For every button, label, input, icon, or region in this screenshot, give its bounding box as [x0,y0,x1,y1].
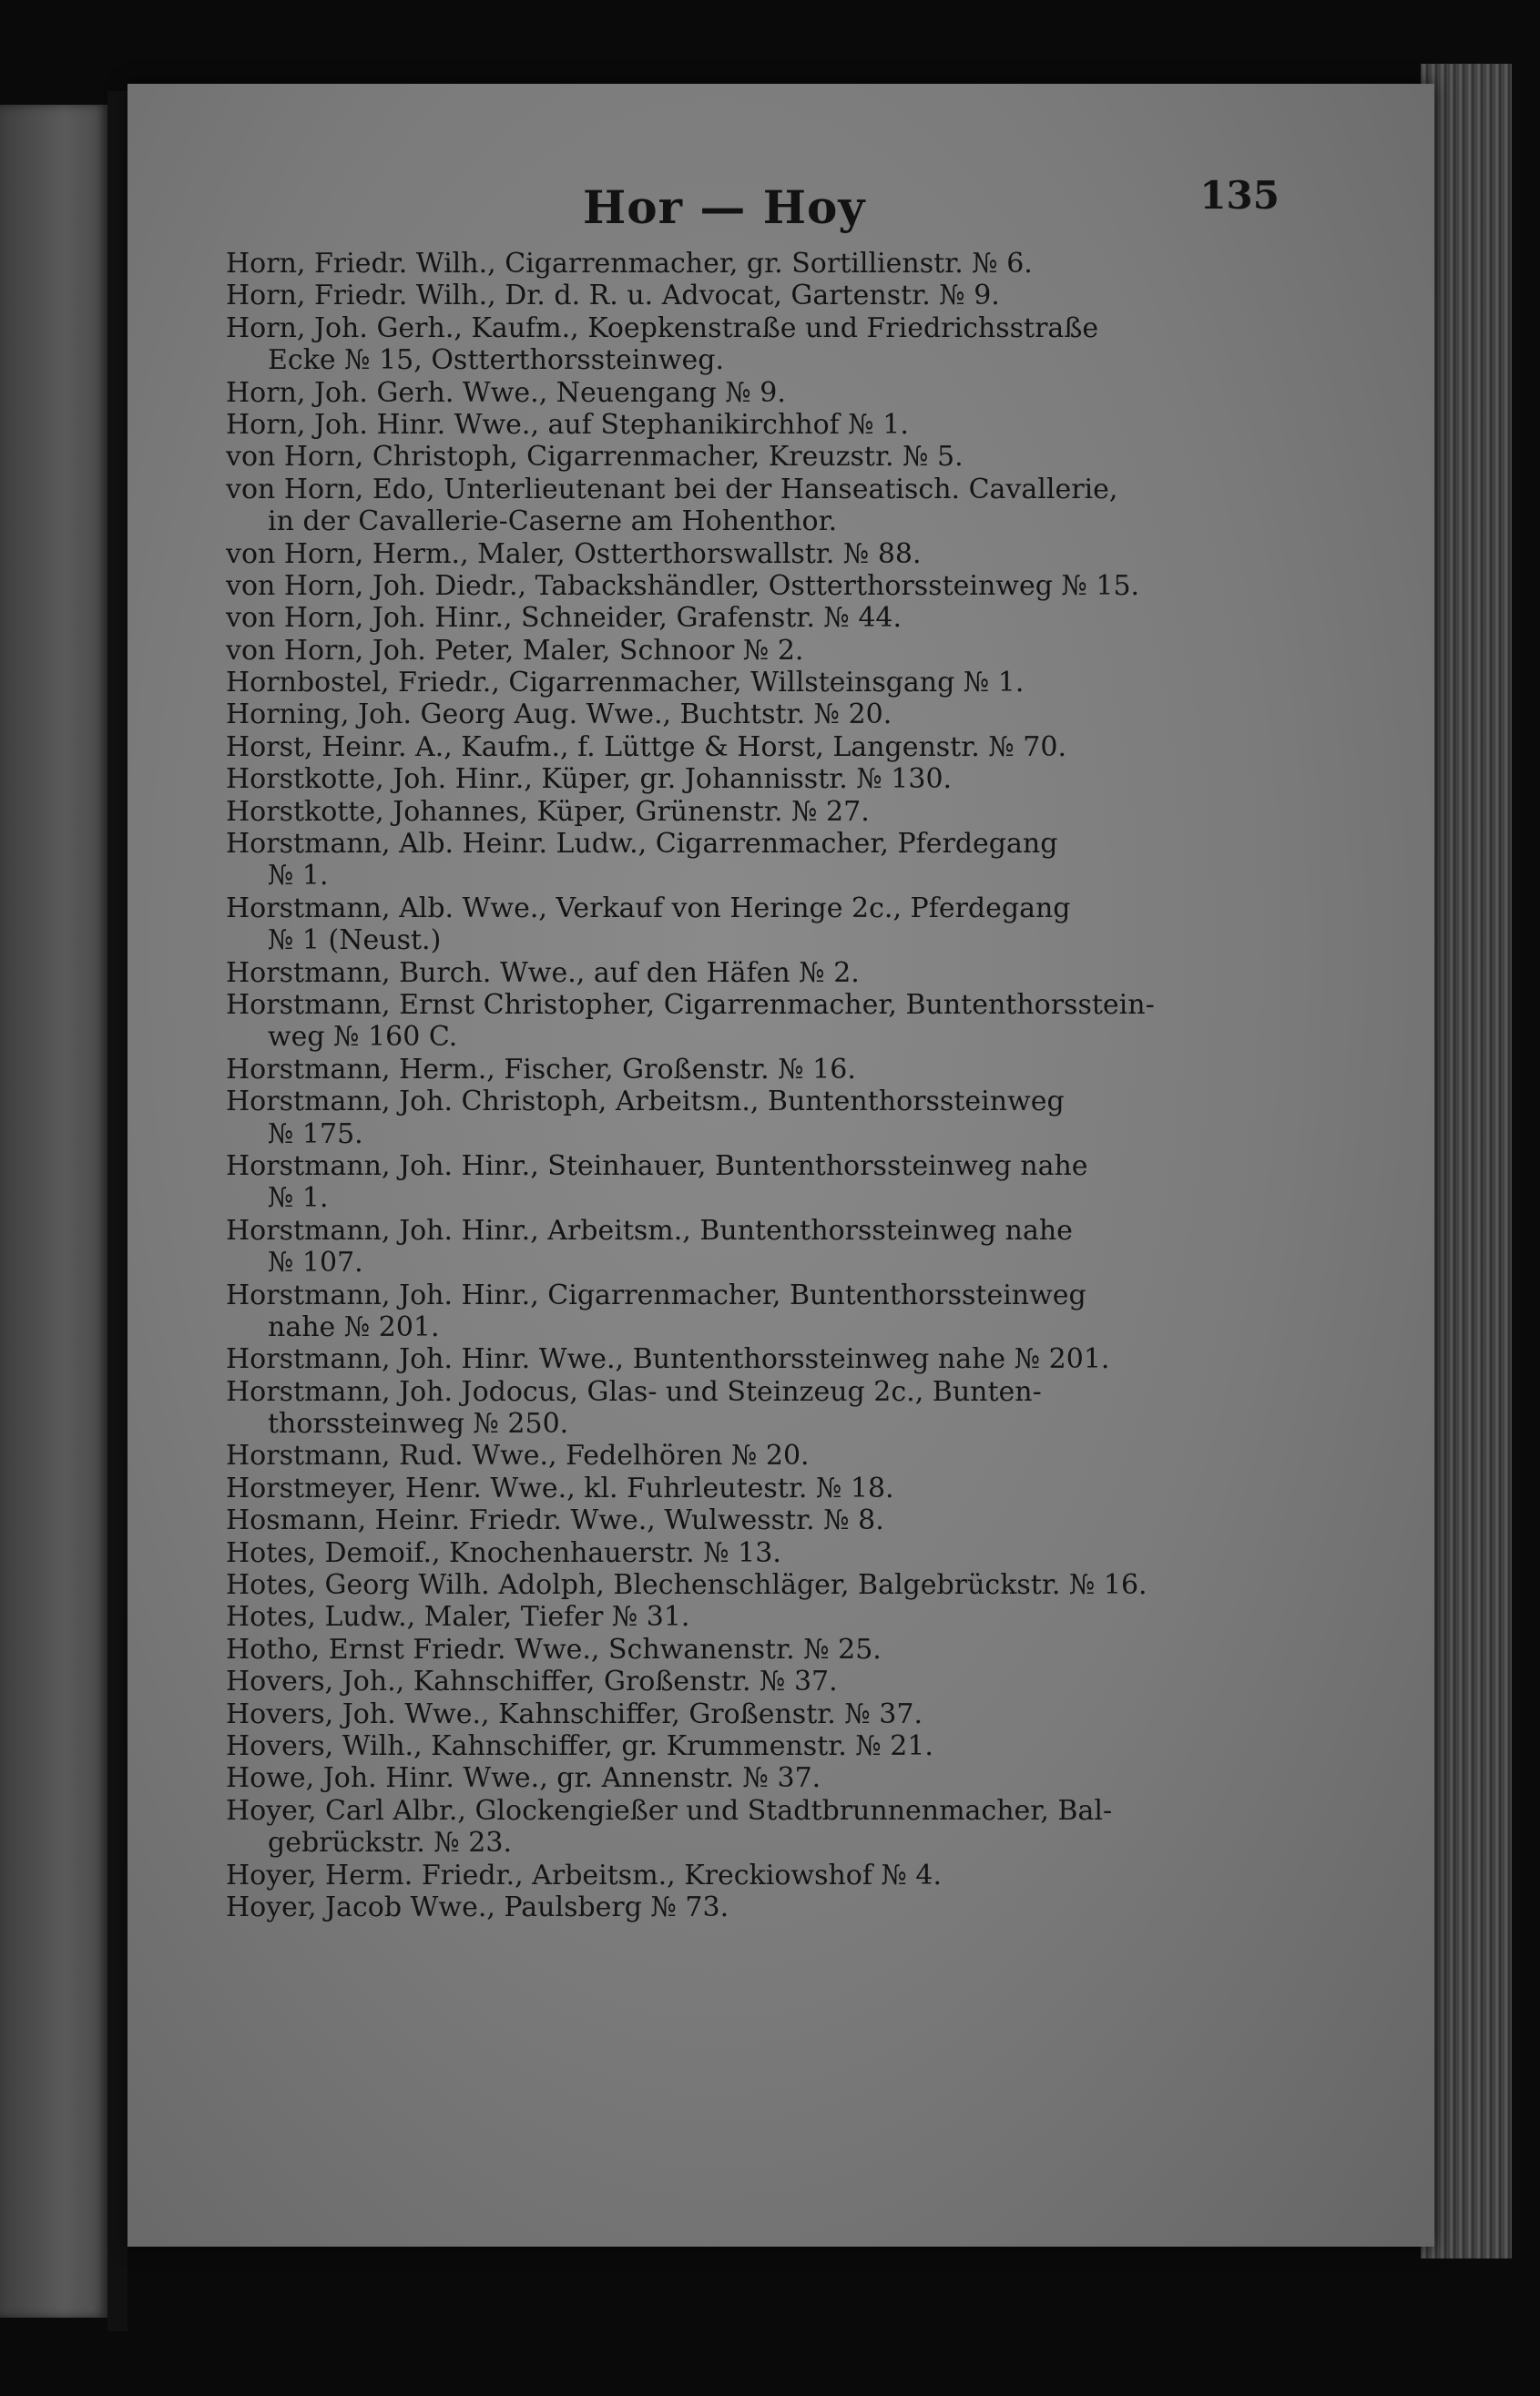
directory-entry: von Horn, Joh. Hinr., Schneider, Grafenstr. № 44. [226,602,903,635]
previous-page-edge [0,105,107,2318]
page-stack-edges [1421,64,1512,2258]
directory-entry: Hovers, Joh., Kahnschiffer, Großenstr. № 37. [226,1666,838,1698]
directory-entry: von Horn, Herm., Maler, Ostterthorswallstr. № 88. [226,537,922,570]
directory-entry: Horn, Joh. Hinr. Wwe., auf Stephanikirchhof № 1. [226,408,909,441]
directory-entry: Horstmann, Joh. Hinr. Wwe., Buntenthorssteinweg nahe № 201. [226,1343,1110,1376]
directory-entry: von Horn, Joh. Peter, Maler, Schnoor № 2. [226,634,804,667]
directory-entry: Hotho, Ernst Friedr. Wwe., Schwanenstr. № 25. [226,1633,882,1666]
directory-entry: Hovers, Joh. Wwe., Kahnschiffer, Großenstr. № 37. [226,1698,923,1730]
entry-continuation-line: gebrückstr. № 23. [268,1827,513,1860]
directory-entry: Horstmann, Alb. Heinr. Ludw., Cigarrenmacher, Pferdegang [226,828,1058,861]
entry-continuation-line: thorssteinweg № 250. [268,1408,569,1441]
directory-entry: Horstmann, Burch. Wwe., auf den Häfen № 2. [226,956,860,989]
running-head: Hor — Hoy [583,180,866,234]
directory-entry: Horn, Joh. Gerh., Kaufm., Koepkenstraße und Friedrichsstraße [226,311,1099,344]
directory-entry: Horstmann, Ernst Christopher, Cigarrenmacher, Buntenthorsstein- [226,988,1155,1021]
entry-continuation-line: № 175. [268,1117,363,1150]
entry-continuation-line: № 1 (Neust.) [268,924,442,957]
directory-entry: Horstkotte, Johannes, Küper, Grünenstr. № 27. [226,795,870,828]
directory-entry: Horstmann, Herm., Fischer, Großenstr. № 16. [226,1053,856,1086]
directory-entry: Horstmann, Joh. Hinr., Cigarrenmacher, Buntenthorssteinweg [226,1279,1086,1311]
entry-continuation-line: in der Cavallerie-Caserne am Hohenthor. [268,505,838,538]
directory-entry: Horstkotte, Joh. Hinr., Küper, gr. Johannisstr. № 130. [226,763,953,796]
directory-entry: Horstmann, Joh. Hinr., Arbeitsm., Buntenthorssteinweg nahe [226,1214,1073,1247]
directory-entry: Horn, Joh. Gerh. Wwe., Neuengang № 9. [226,376,786,409]
directory-entry: Horstmann, Joh. Christoph, Arbeitsm., Buntenthorssteinweg [226,1086,1065,1118]
directory-entry: Hotes, Demoif., Knochenhauerstr. № 13. [226,1536,781,1569]
directory-entry: Horstmann, Alb. Wwe., Verkauf von Heringe 2c., Pferdegang [226,892,1071,924]
directory-entry: Hornbostel, Friedr., Cigarrenmacher, Willsteinsgang № 1. [226,667,1025,699]
directory-entry: Horn, Friedr. Wilh., Dr. d. R. u. Advocat, Gartenstr. № 9. [226,280,1000,312]
directory-entry: Hoyer, Jacob Wwe., Paulsberg № 73. [226,1891,729,1923]
directory-entry: Horstmann, Rud. Wwe., Fedelhören № 20. [226,1440,810,1473]
entry-continuation-line: № 1. [268,860,329,892]
directory-entry: Horning, Joh. Georg Aug. Wwe., Buchtstr. № 20. [226,698,892,731]
directory-entries [226,248,1328,1923]
entry-continuation-line: № 1. [268,1182,329,1215]
entry-continuation-line: № 107. [268,1247,363,1280]
directory-entry: Horstmeyer, Henr. Wwe., kl. Fuhrleutestr. № 18. [226,1472,894,1504]
directory-entry: von Horn, Edo, Unterlieutenant bei der Hanseatisch. Cavallerie, [226,473,1118,505]
directory-entry: Hotes, Ludw., Maler, Tiefer № 31. [226,1601,690,1634]
directory-entry: Hoyer, Carl Albr., Glockengießer und Stadtbrunnenmacher, Bal- [226,1794,1113,1827]
entry-continuation-line: Ecke № 15, Ostterthorssteinweg. [268,344,725,377]
entry-continuation-line: nahe № 201. [268,1310,440,1343]
directory-entry: Howe, Joh. Hinr. Wwe., gr. Annenstr. № 37. [226,1762,821,1795]
directory-entry: Hosmann, Heinr. Friedr. Wwe., Wulwesstr. № 8. [226,1504,884,1537]
directory-entry: Horstmann, Joh. Hinr., Steinhauer, Buntenthorssteinweg nahe [226,1149,1088,1182]
directory-entry: Horst, Heinr. A., Kaufm., f. Lüttge & Horst, Langenstr. № 70. [226,730,1066,763]
directory-entry: Hovers, Wilh., Kahnschiffer, gr. Krummenstr. № 21. [226,1729,933,1762]
directory-entry: von Horn, Christoph, Cigarrenmacher, Kreuzstr. № 5. [226,441,964,474]
directory-entry: Horn, Friedr. Wilh., Cigarrenmacher, gr. Sortillienstr. № 6. [226,248,1033,280]
page-number: 135 [1199,173,1280,218]
directory-entry: Hotes, Georg Wilh. Adolph, Blechenschläger, Balgebrückstr. № 16. [226,1569,1147,1602]
directory-entry: Hoyer, Herm. Friedr., Arbeitsm., Kreckiowshof № 4. [226,1859,943,1891]
directory-entry: von Horn, Joh. Diedr., Tabackshändler, Ostterthorssteinweg № 15. [226,569,1140,602]
book-gutter [107,91,127,2331]
entry-continuation-line: weg № 160 C. [268,1021,458,1054]
directory-entry: Horstmann, Joh. Jodocus, Glas- und Steinzeug 2c., Bunten- [226,1375,1042,1408]
